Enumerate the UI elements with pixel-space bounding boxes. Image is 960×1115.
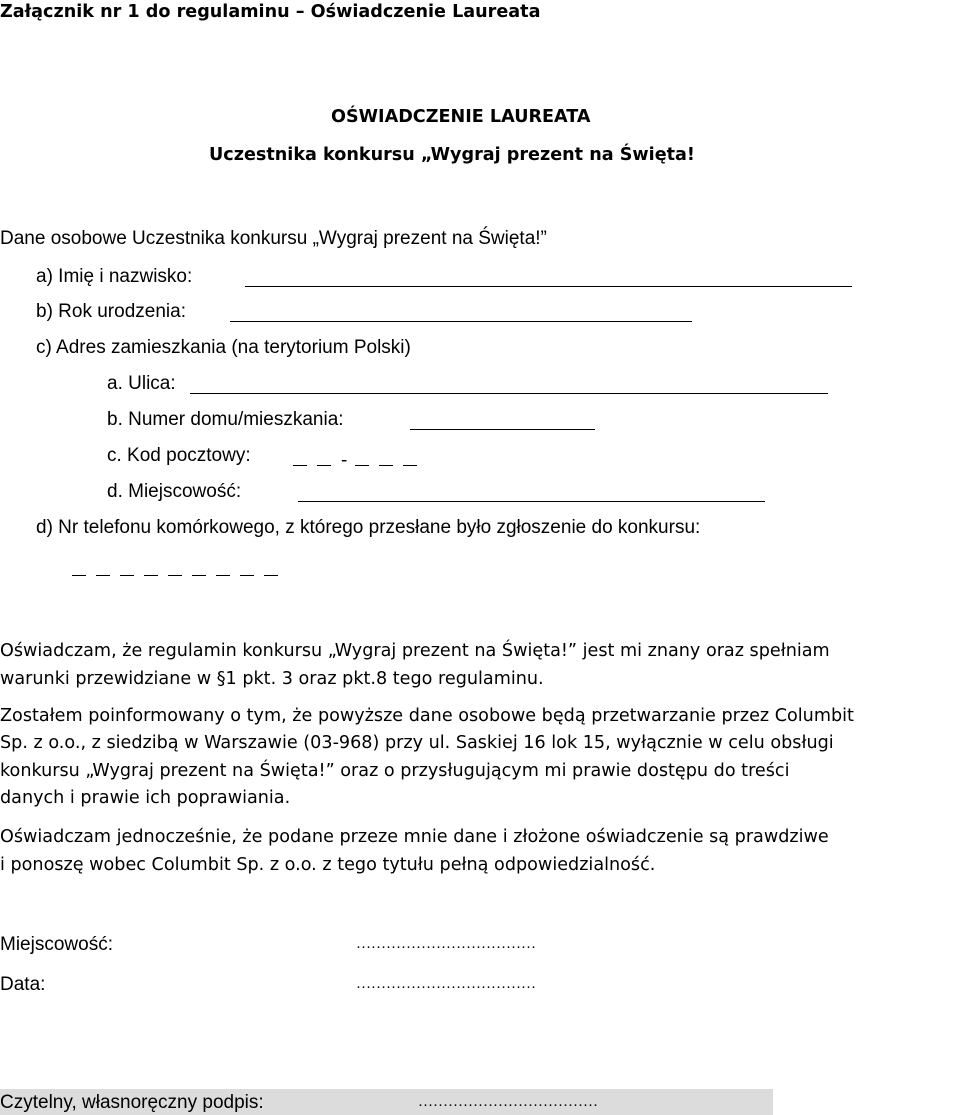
house-number-input-line[interactable] bbox=[410, 410, 595, 430]
field-label-street: a. Ulica: bbox=[107, 373, 176, 394]
postal-code-digit bbox=[355, 446, 369, 466]
field-label-address: c) Adres zamieszkania (na terytorium Polski) bbox=[36, 337, 411, 358]
phone-digit bbox=[120, 556, 134, 576]
field-label-phone: d) Nr telefonu komórkowego, z którego przesłane było zgłoszenie do konkursu: bbox=[36, 517, 701, 538]
statement-regulations-line-1: Oświadczam, że regulamin konkursu „Wygraj prezent na Święta!” jest mi znany oraz spełniam bbox=[0, 641, 830, 661]
postal-code-digit bbox=[293, 446, 307, 466]
phone-digit bbox=[240, 556, 254, 576]
phone-digit bbox=[192, 556, 206, 576]
place-label: Miejscowość: bbox=[0, 934, 113, 955]
postal-code-digit bbox=[317, 446, 331, 466]
statement-truthfulness-line-1: Oświadczam jednocześnie, że podane przeze mnie dane i złożone oświadczenie są prawdziwe bbox=[0, 827, 829, 847]
street-input-line[interactable] bbox=[190, 374, 828, 394]
statement-data-processing-line-3: konkursu „Wygraj prezent na Święta!” oraz o przysługującym mi prawie dostępu do treści bbox=[0, 761, 790, 781]
document-header-title: Załącznik nr 1 do regulaminu – Oświadczenie Laureata bbox=[0, 2, 541, 22]
field-label-house-number: b. Numer domu/mieszkania: bbox=[107, 409, 344, 430]
field-label-name: a) Imię i nazwisko: bbox=[36, 266, 193, 287]
phone-digit bbox=[264, 556, 278, 576]
field-label-city: d. Miejscowość: bbox=[107, 481, 242, 502]
statement-data-processing-line-1: Zostałem poinformowany o tym, że powyższe dane osobowe będą przetwarzanie przez Columbit bbox=[0, 706, 854, 726]
city-input-line[interactable] bbox=[298, 482, 765, 502]
phone-digit bbox=[216, 556, 230, 576]
phone-digit bbox=[72, 556, 86, 576]
postal-code-digit bbox=[379, 446, 393, 466]
field-label-postal-code: c. Kod pocztowy: bbox=[107, 445, 251, 466]
signature-input-dots[interactable]: ……………………………… bbox=[418, 1094, 598, 1110]
place-input-dots[interactable]: ……………………………… bbox=[356, 936, 536, 952]
birth-year-input-line[interactable] bbox=[230, 302, 692, 322]
postal-code-digit bbox=[403, 446, 417, 466]
postal-code-separator: - bbox=[341, 450, 348, 471]
postal-code-input[interactable] bbox=[293, 446, 427, 472]
name-input-line[interactable] bbox=[245, 267, 852, 287]
signature-label: Czytelny, własnoręczny podpis: bbox=[0, 1092, 264, 1113]
page-title: OŚWIADCZENIE LAUREATA bbox=[331, 107, 591, 127]
date-label: Data: bbox=[0, 974, 46, 995]
statement-regulations-line-2: warunki przewidziane w §1 pkt. 3 oraz pkt.8 tego regulaminu. bbox=[0, 669, 544, 689]
phone-number-input[interactable] bbox=[72, 556, 288, 581]
statement-data-processing-line-2: Sp. z o.o., z siedzibą w Warszawie (03-968) przy ul. Saskiej 16 lok 15, wyłącznie w celu obsługi bbox=[0, 733, 834, 753]
statement-data-processing-line-4: danych i prawie ich poprawiania. bbox=[0, 788, 291, 808]
field-label-birth-year: b) Rok urodzenia: bbox=[36, 301, 186, 322]
phone-digit bbox=[96, 556, 110, 576]
page-subtitle: Uczestnika konkursu „Wygraj prezent na Święta! bbox=[209, 145, 695, 165]
personal-data-intro: Dane osobowe Uczestnika konkursu „Wygraj prezent na Święta!” bbox=[0, 228, 547, 249]
statement-truthfulness-line-2: i ponoszę wobec Columbit Sp. z o.o. z tego tytułu pełną odpowiedzialność. bbox=[0, 855, 656, 875]
phone-digit bbox=[168, 556, 182, 576]
phone-digit bbox=[144, 556, 158, 576]
date-input-dots[interactable]: ……………………………… bbox=[356, 976, 536, 992]
